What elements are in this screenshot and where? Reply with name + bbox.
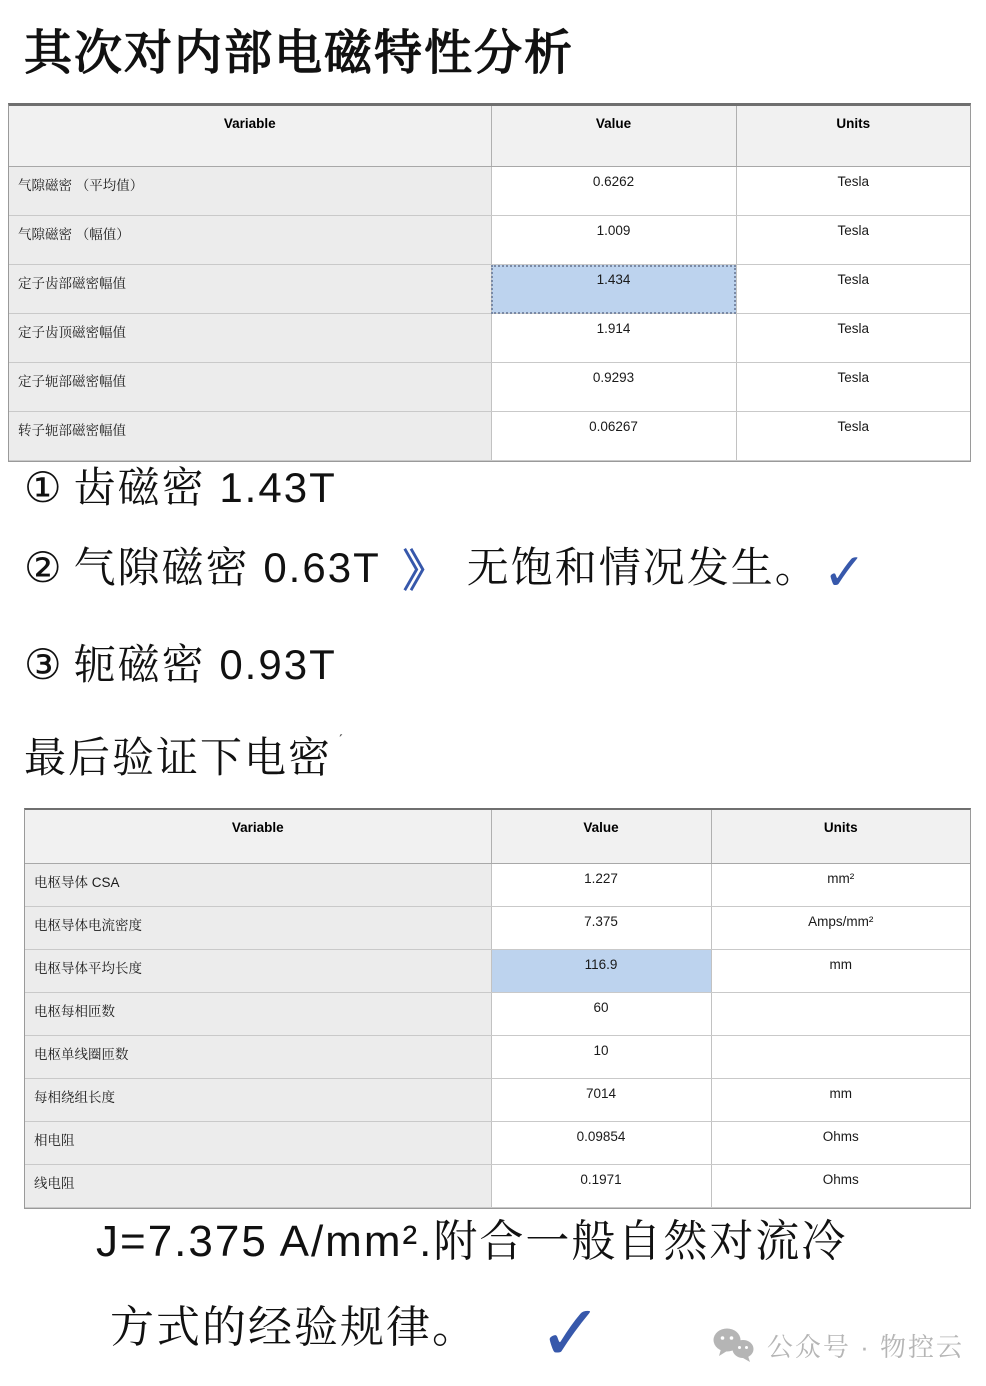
variable-cell: 相电阻 <box>25 1122 491 1165</box>
variable-cell: 气隙磁密 （平均值） <box>9 167 491 216</box>
stray-mark: ˊ <box>338 733 344 750</box>
watermark <box>711 1326 964 1364</box>
value-cell[interactable]: 0.06267 <box>491 412 736 461</box>
section-heading-current-density <box>24 725 343 785</box>
note-conclusion-text: 无饱和情况发生。 <box>466 544 819 591</box>
variable-cell: 电枢导体电流密度 <box>25 907 491 950</box>
value-cell[interactable]: 7014 <box>491 1079 711 1122</box>
variable-cell: 电枢导体 CSA <box>25 864 491 907</box>
double-chevron-icon: 》 <box>402 547 449 596</box>
winding-table <box>24 808 971 1209</box>
variable-cell: 定子齿部磁密幅值 <box>9 265 491 314</box>
table-row <box>25 993 970 1036</box>
units-cell: Ohms <box>711 1122 970 1165</box>
variable-cell: 电枢单线圈匝数 <box>25 1036 491 1079</box>
note-yoke-flux <box>24 632 337 692</box>
column-header-value: Value <box>491 810 711 864</box>
variable-cell: 每相绕组长度 <box>25 1079 491 1122</box>
column-header-units: Units <box>711 810 970 864</box>
value-cell[interactable]: 1.914 <box>491 314 736 363</box>
units-cell <box>711 993 970 1036</box>
circled-2: ② <box>24 544 64 591</box>
note-text: 轭磁密 0.93T <box>73 641 337 688</box>
table-row <box>9 412 970 461</box>
value-cell[interactable]: 1.227 <box>491 864 711 907</box>
units-cell <box>711 1036 970 1079</box>
table-row <box>25 950 970 993</box>
table-header-row <box>9 106 970 167</box>
check-icon: ✓ <box>538 1289 606 1377</box>
flux-density-grid <box>9 106 970 461</box>
table-row <box>25 907 970 950</box>
table-row <box>9 216 970 265</box>
table-row <box>25 864 970 907</box>
winding-grid <box>25 810 970 1208</box>
value-cell[interactable]: 116.9 <box>491 950 711 993</box>
note-text: 齿磁密 1.43T <box>73 464 337 511</box>
units-cell: Tesla <box>736 265 970 314</box>
variable-cell: 电枢导体平均长度 <box>25 950 491 993</box>
table-row <box>9 314 970 363</box>
variable-cell: 定子轭部磁密幅值 <box>9 363 491 412</box>
variable-cell: 转子轭部磁密幅值 <box>9 412 491 461</box>
value-cell[interactable]: 0.9293 <box>491 363 736 412</box>
table-row <box>9 265 970 314</box>
table-row <box>9 167 970 216</box>
conclusion-text: J=7.375 A/mm².附合一般自然对流冷 <box>96 1217 848 1266</box>
heading-text: 最后验证下电密 <box>24 734 333 781</box>
units-cell: mm <box>711 950 970 993</box>
units-cell: Tesla <box>736 314 970 363</box>
units-cell: Amps/mm² <box>711 907 970 950</box>
conclusion-line-2 <box>110 1288 605 1379</box>
table-row <box>9 363 970 412</box>
table-row <box>25 1079 970 1122</box>
flux-density-table <box>8 103 971 462</box>
column-header-units: Units <box>736 106 970 167</box>
table-header-row <box>25 810 970 864</box>
note-airgap-flux <box>24 535 868 603</box>
variable-cell: 定子齿顶磁密幅值 <box>9 314 491 363</box>
variable-cell: 气隙磁密 （幅值） <box>9 216 491 265</box>
wechat-icon <box>711 1326 757 1364</box>
conclusion-text: 方式的经验规律。 <box>110 1303 478 1352</box>
value-cell[interactable]: 0.1971 <box>491 1165 711 1208</box>
units-cell: mm² <box>711 864 970 907</box>
note-tooth-flux <box>24 455 337 515</box>
check-icon: ✓ <box>822 544 869 602</box>
variable-cell: 电枢每相匝数 <box>25 993 491 1036</box>
variable-cell: 线电阻 <box>25 1165 491 1208</box>
watermark-text: 公众号 · 物控云 <box>766 1331 964 1362</box>
column-header-variable: Variable <box>9 106 491 167</box>
value-cell[interactable]: 0.09854 <box>491 1122 711 1165</box>
conclusion-line-1 <box>96 1205 847 1269</box>
units-cell: Tesla <box>736 167 970 216</box>
page-title: 其次对内部电磁特性分析 <box>24 27 575 80</box>
circled-1: ① <box>24 464 64 511</box>
value-cell[interactable]: 1.434 <box>491 265 736 314</box>
units-cell: Tesla <box>736 363 970 412</box>
value-cell[interactable]: 7.375 <box>491 907 711 950</box>
table-row <box>25 1122 970 1165</box>
value-cell[interactable]: 1.009 <box>491 216 736 265</box>
units-cell: mm <box>711 1079 970 1122</box>
note-text: 气隙磁密 0.63T <box>73 544 381 591</box>
column-header-value: Value <box>491 106 736 167</box>
value-cell[interactable]: 0.6262 <box>491 167 736 216</box>
units-cell: Ohms <box>711 1165 970 1208</box>
value-cell[interactable]: 10 <box>491 1036 711 1079</box>
units-cell: Tesla <box>736 216 970 265</box>
table-row <box>25 1165 970 1208</box>
units-cell: Tesla <box>736 412 970 461</box>
value-cell[interactable]: 60 <box>491 993 711 1036</box>
circled-3: ③ <box>24 641 64 688</box>
column-header-variable: Variable <box>25 810 491 864</box>
table-row <box>25 1036 970 1079</box>
